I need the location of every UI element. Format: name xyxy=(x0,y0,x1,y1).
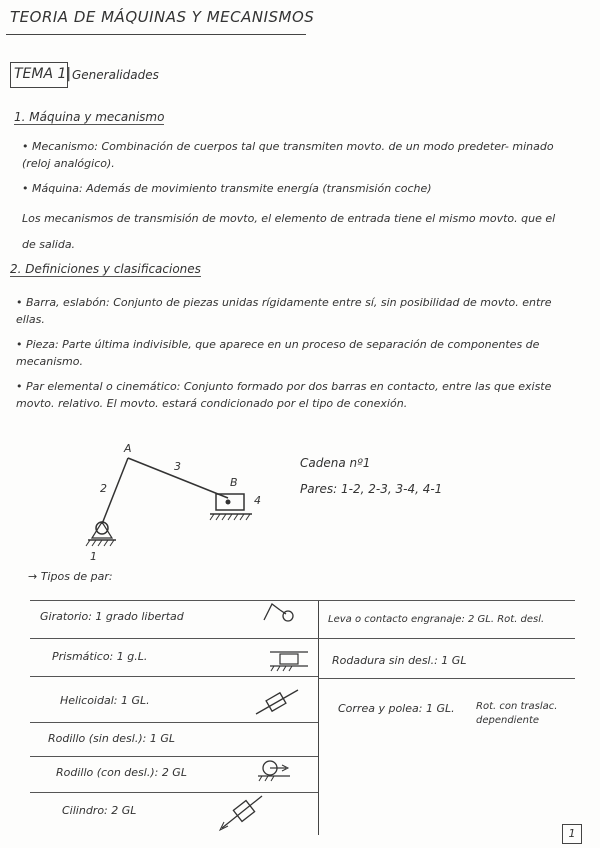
label-b: B xyxy=(230,476,238,489)
tema-subtitle: Generalidades xyxy=(72,68,159,82)
bullet-mecanismo: • Mecanismo: Combinación de cuerpos tal que transmiten movto. de un modo predeter- minado (reloj analógico). xyxy=(22,140,554,170)
table-row-line xyxy=(30,676,318,677)
tipos-heading: → Tipos de par: xyxy=(28,570,113,583)
par-prismatico: Prismático: 1 g.L. xyxy=(52,650,148,663)
table-row-line xyxy=(30,792,318,793)
table-row-line xyxy=(30,722,318,723)
par-correa-note: Rot. con traslac. dependiente xyxy=(476,701,558,726)
page-number: 1 xyxy=(562,824,582,844)
par-helicoidal: Helicoidal: 1 GL. xyxy=(60,694,150,707)
table-row-line xyxy=(30,638,575,639)
par-rodadura: Rodadura sin desl.: 1 GL xyxy=(332,654,467,667)
label-2: 2 xyxy=(100,482,107,495)
bullet-par-elemental: • Par elemental o cinemático: Conjunto formado por dos barras en contacto, entre las que existe movto. relativo. El movto. estará condicionado por el tipo de conexión. xyxy=(16,380,552,410)
table-divider xyxy=(318,600,319,835)
label-ground: 1 xyxy=(90,550,97,563)
prismatico-icon xyxy=(268,648,310,674)
table-row-line xyxy=(318,678,575,679)
pares-label: Pares: 1-2, 2-3, 3-4, 4-1 xyxy=(300,482,443,496)
bullet-barra: • Barra, eslabón: Conjunto de piezas unidas rígidamente entre sí, sin posibilidad de movto. entre ellas. xyxy=(16,296,552,326)
section-1-heading: 1. Máquina y mecanismo xyxy=(14,110,165,124)
title-underline xyxy=(6,34,306,35)
par-cilindro: Cilindro: 2 GL xyxy=(62,804,137,817)
helicoidal-icon xyxy=(252,686,302,718)
par-correa: Correa y polea: 1 GL. xyxy=(338,702,455,715)
label-3: 3 xyxy=(174,460,181,473)
rodillo-icon xyxy=(256,758,296,788)
section-1-paragraph: Los mecanismos de transmisión de movto, el elemento de entrada tiene el mismo movto. que el de salida. xyxy=(22,212,556,251)
par-giratorio: Giratorio: 1 grado libertad xyxy=(40,610,184,623)
bullet-maquina: • Máquina: Además de movimiento transmite energía (transmisión coche) xyxy=(22,182,432,195)
label-a: A xyxy=(124,442,132,455)
par-rodillo-sin: Rodillo (sin desl.): 1 GL xyxy=(48,732,175,745)
tema-label: TEMA 1| xyxy=(14,66,72,82)
par-rodillo-con: Rodillo (con desl.): 2 GL xyxy=(56,766,187,779)
table-row-line xyxy=(30,756,318,757)
label-4: 4 xyxy=(254,494,261,507)
table-top-line xyxy=(30,600,575,601)
par-leva: Leva o contacto engranaje: 2 GL. Rot. desl. xyxy=(328,614,545,625)
bullet-pieza: • Pieza: Parte última indivisible, que aparece en un proceso de separación de componentes de mecanismo. xyxy=(16,338,540,368)
page-title: TEORIA DE MÁQUINAS Y MECANISMOS xyxy=(10,8,315,26)
cilindro-icon xyxy=(218,792,266,832)
cadena-label: Cadena nº1 xyxy=(300,456,371,470)
giratorio-icon xyxy=(258,598,302,628)
section-2-heading: 2. Definiciones y clasificaciones xyxy=(10,262,201,276)
